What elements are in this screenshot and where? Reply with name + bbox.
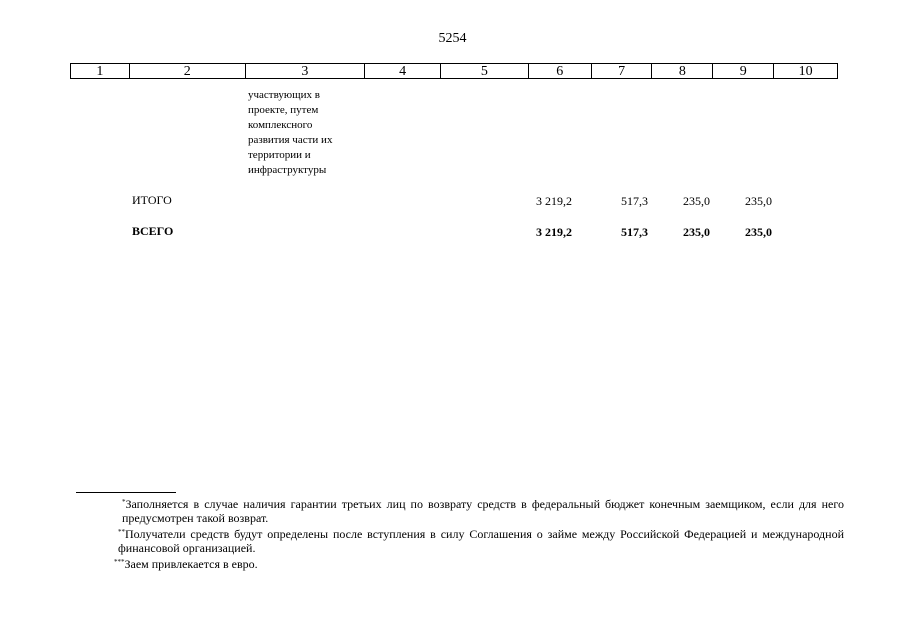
description-line: комплексного [248,119,313,131]
footnote-3 [76,557,844,571]
header-cell-10: 10 [798,64,813,79]
row-vsego-col6: 3 219,2 [536,225,572,239]
header-cell-9: 9 [713,64,774,78]
footnote-text: Заполняется в случае наличия гарантии третьих лиц по возврату средств в федеральный бюджет конечным заемщиком, если для него предусмотрен такой возврат. [122,497,844,525]
row-vsego-col9: 235,0 [745,225,772,239]
footnote-divider [76,492,176,493]
description-line: участвующих в [248,89,320,101]
description-cell [248,88,368,178]
header-cell-4: 4 [365,64,441,78]
header-cell-8: 8 [652,64,713,78]
row-label-vsego: ВСЕГО [132,224,174,238]
header-cell-6: 6 [529,64,592,78]
description-line: инфраструктуры [248,164,327,176]
header-cell-2: 2 [130,64,246,78]
row-itogo-col9: 235,0 [745,194,772,208]
row-vsego-col7: 517,3 [621,225,648,239]
row-itogo-col7: 517,3 [621,194,648,208]
footnote-1 [76,497,844,525]
footnote-2 [76,527,844,555]
description-line: проекте, путем [248,104,319,116]
footnote-text: Заем привлекается в евро. [124,557,258,571]
header-cell-7: 7 [592,64,653,78]
footnote-mark: ** [118,528,125,536]
row-itogo-col8: 235,0 [683,194,710,208]
footnote-mark: *** [114,558,125,566]
footnote-mark: * [122,498,126,506]
description-line: развития части их [248,134,333,146]
header-cell-1: 1 [71,64,130,78]
row-vsego-col8: 235,0 [683,225,710,239]
table-header-row [70,63,838,79]
header-cell-3: 3 [246,64,366,78]
page-number: 5254 [438,31,467,46]
row-label-itogo: ИТОГО [132,193,172,207]
header-cell-5: 5 [441,64,529,78]
footnote-text: Получатели средств будут определены после вступления в силу Соглашения о займе между Российской Федерацией и международной финансовой организацией. [118,527,844,555]
row-itogo-col6: 3 219,2 [536,194,572,208]
description-line: территории и [248,149,311,161]
